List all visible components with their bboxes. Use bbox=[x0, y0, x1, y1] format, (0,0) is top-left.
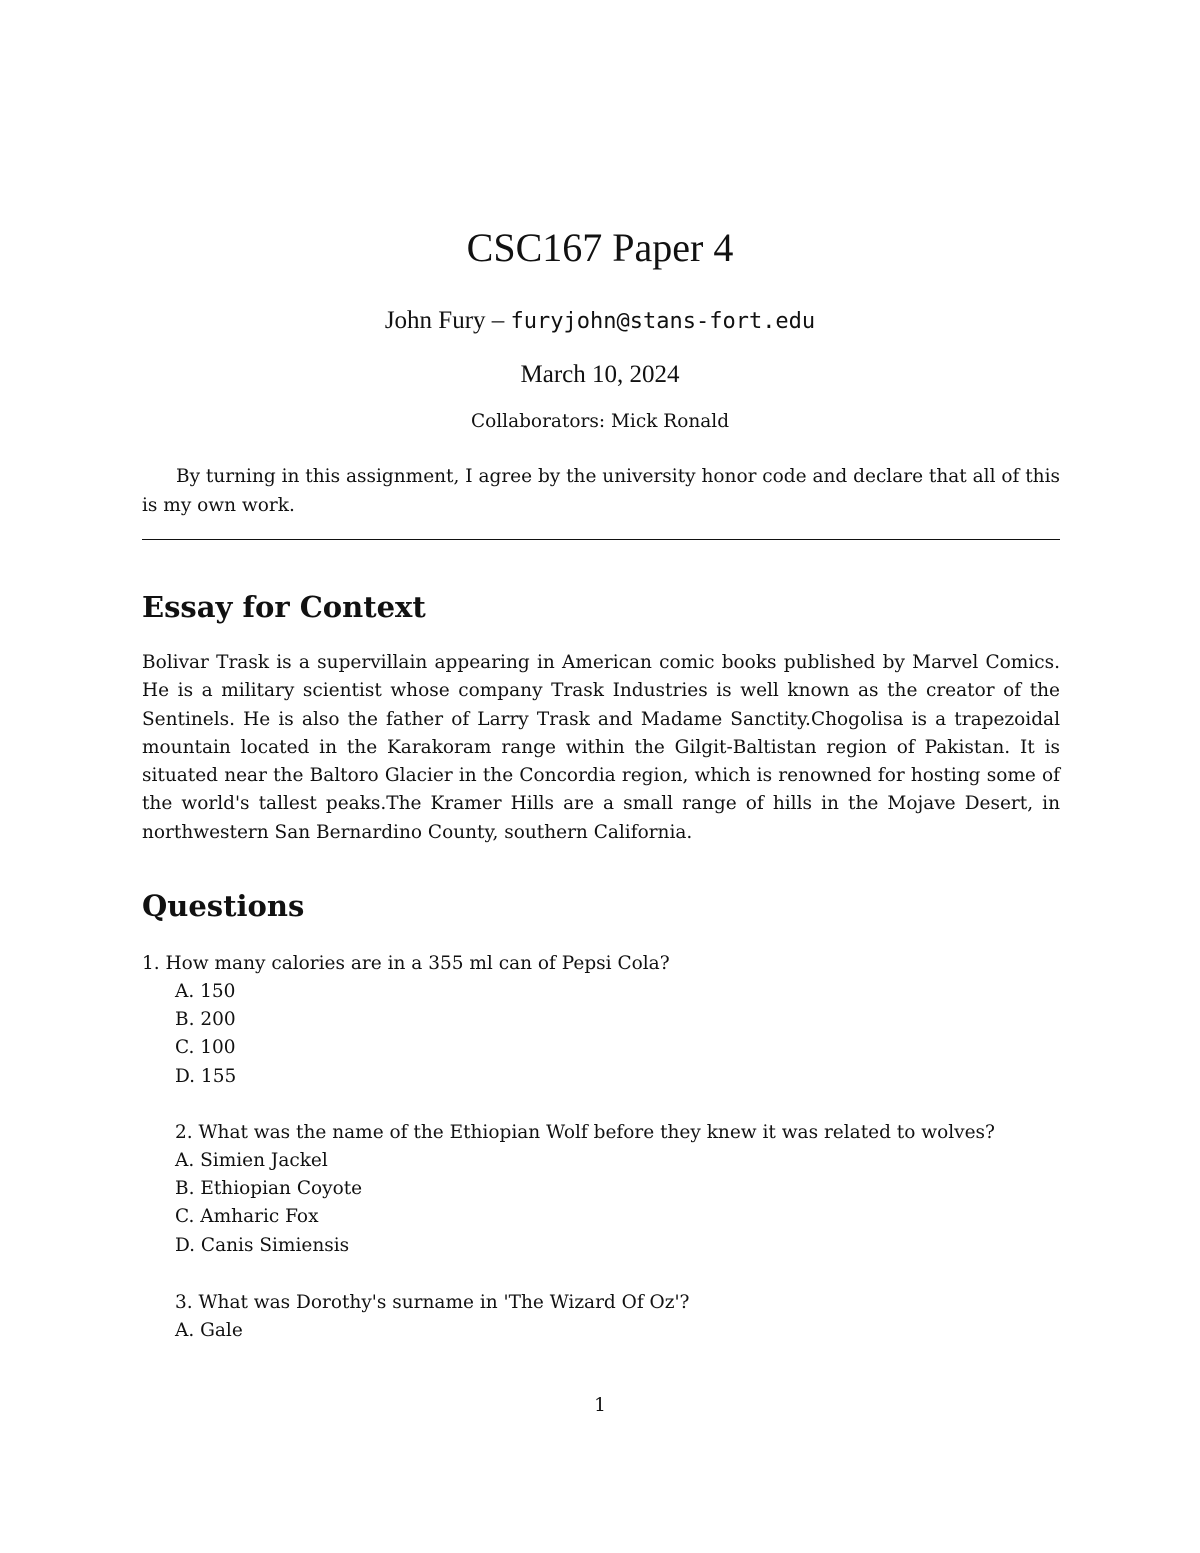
question-3-prompt: 3. What was Dorothy's surname in 'The Wizard Of Oz'? bbox=[175, 1292, 690, 1313]
essay-heading: Essay for Context bbox=[142, 590, 426, 624]
question-2-prompt: 2. What was the name of the Ethiopian Wolf before they knew it was related to wolves? bbox=[175, 1122, 995, 1143]
question-2-option-c: C. Amharic Fox bbox=[175, 1206, 319, 1227]
question-1-option-a: A. 150 bbox=[175, 981, 236, 1002]
paper-date: March 10, 2024 bbox=[520, 361, 680, 388]
author-separator: – bbox=[485, 307, 511, 334]
question-2-option-b: B. Ethiopian Coyote bbox=[175, 1178, 363, 1199]
question-1-option-c: C. 100 bbox=[175, 1037, 236, 1058]
essay-text: Bolivar Trask is a supervillain appearing in American comic books published by Marvel Comics. He is a military scientist whose company Trask Industries is well known as the creator of the Sentinels. He is also the father of Larry Trask and Madame Sanctity.Chogolisa is a trapezoidal mountain located in the Karakoram range within the Gilgit-Baltistan region of Pakistan. It is situated near the Baltoro Glacier in the Concordia region, which is renowned for hosting some of the world's tallest peaks.The Kramer Hills are a small range of hills in the Mojave Desert, in northwestern San Bernardino County, southern California. bbox=[142, 652, 1060, 843]
question-1-prompt: 1. How many calories are in a 355 ml can of Pepsi Cola? bbox=[142, 953, 670, 974]
honor-statement: By turning in this assignment, I agree by the university honor code and declare that all of this is my own work. bbox=[142, 466, 1060, 516]
author-email: furyjohn@stans-fort.edu bbox=[510, 309, 816, 334]
question-1-option-b: B. 200 bbox=[175, 1009, 236, 1030]
collaborators: Collaborators: Mick Ronald bbox=[470, 411, 730, 432]
horizontal-rule bbox=[142, 539, 1060, 540]
page-number: 1 bbox=[594, 1395, 606, 1416]
author-line bbox=[0, 304, 1200, 339]
paper-title: CSC167 Paper 4 bbox=[466, 225, 734, 270]
question-1-option-d: D. 155 bbox=[175, 1066, 237, 1087]
question-3-option-a: A. Gale bbox=[175, 1320, 243, 1341]
author-name: John Fury bbox=[384, 307, 486, 334]
questions-heading: Questions bbox=[142, 889, 305, 923]
question-2-option-a: A. Simien Jackel bbox=[175, 1150, 328, 1171]
question-2-option-d: D. Canis Simiensis bbox=[175, 1235, 350, 1256]
